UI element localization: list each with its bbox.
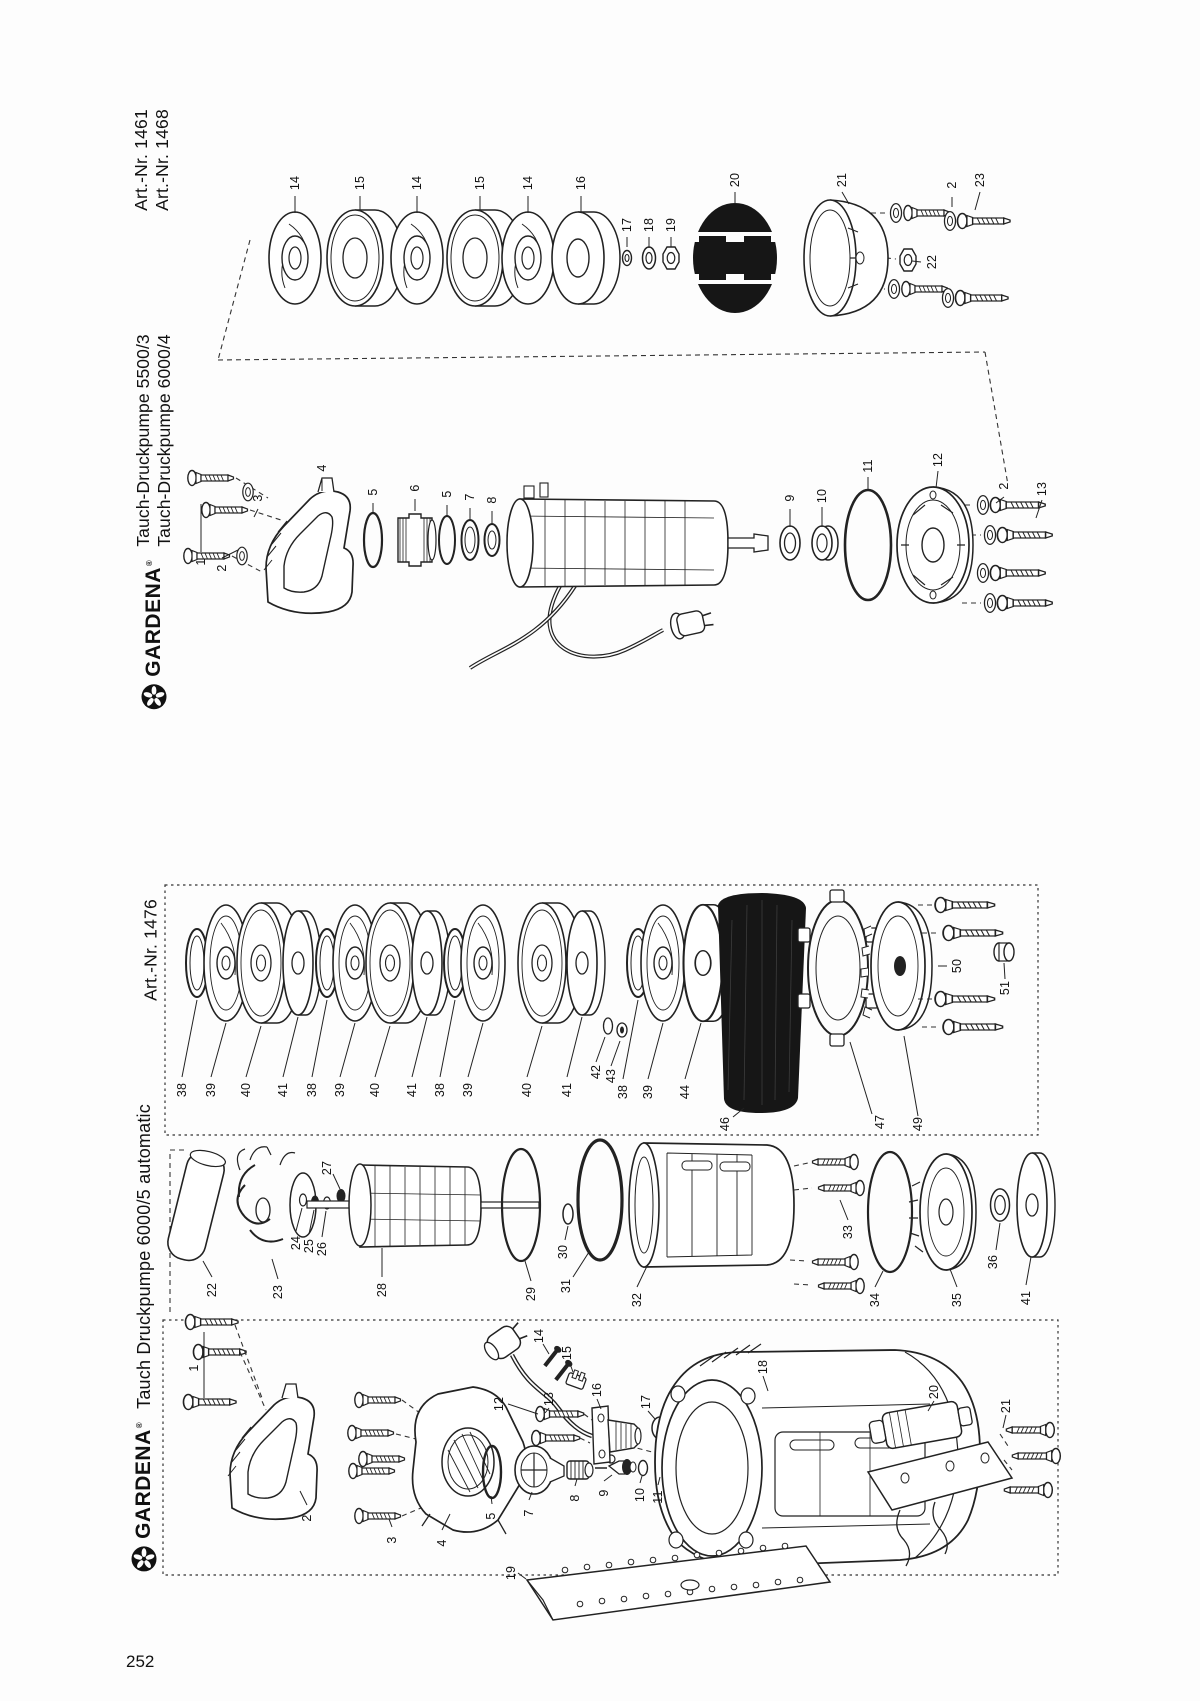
part-label: 34 <box>868 1292 882 1308</box>
part-label: 14 <box>521 175 535 191</box>
power-plug <box>668 606 714 640</box>
part-label: 36 <box>986 1254 1000 1270</box>
part-label: 22 <box>925 254 939 270</box>
part-50-screw <box>935 898 994 913</box>
part-label: 14 <box>410 175 424 191</box>
part-41-diffuser-disc <box>567 911 605 1015</box>
part-label: 44 <box>678 1084 692 1100</box>
screw <box>902 282 948 297</box>
part-label: 15 <box>560 1345 574 1361</box>
part-label: 19 <box>504 1565 518 1581</box>
part-4-handle <box>264 478 353 613</box>
part-label: 10 <box>633 1487 647 1503</box>
part-label: 18 <box>642 217 656 233</box>
part-13-screw <box>990 498 1045 513</box>
part-3-screw <box>348 1426 394 1441</box>
part-14-impeller <box>502 212 554 304</box>
washer <box>888 280 899 299</box>
part-8-washer <box>485 524 500 556</box>
part-label: 51 <box>998 980 1012 996</box>
part-label: 41 <box>560 1082 574 1098</box>
part-3-screw <box>359 1452 405 1467</box>
part-18-washer <box>643 247 656 269</box>
part-label: 8 <box>485 496 499 504</box>
part-13-screw <box>532 1431 580 1446</box>
model-name: Tauch Druckpumpe 6000/5 automatic <box>133 1104 154 1409</box>
part-label: 38 <box>616 1084 630 1100</box>
part-36-seal <box>991 1189 1010 1221</box>
part-15-clamp <box>565 1369 587 1390</box>
part-label: 38 <box>175 1082 189 1098</box>
part-label: 12 <box>931 452 945 468</box>
part-1-screw <box>188 471 234 486</box>
part-label: 24 <box>289 1235 303 1251</box>
bottom-motor-row <box>164 1140 1055 1313</box>
part-19-nut <box>663 247 679 269</box>
part-label: 31 <box>559 1278 573 1294</box>
screw-dashed-leaders <box>235 1325 266 1410</box>
part-14-impeller <box>269 212 321 304</box>
part-label: 5 <box>440 490 454 498</box>
part-label: 15 <box>473 175 487 191</box>
part-43-screw <box>617 1023 627 1037</box>
part-label: 1 <box>194 558 208 566</box>
part-label: 41 <box>1019 1290 1033 1306</box>
registered-mark: ® <box>135 1421 144 1429</box>
part-label: 38 <box>433 1082 447 1098</box>
part-50-screw <box>943 926 1002 941</box>
part-label: 1 <box>187 1364 201 1372</box>
part-label: 42 <box>589 1064 603 1080</box>
part-33-screw <box>819 1279 865 1294</box>
part-51-cap <box>994 943 1014 961</box>
part-13-screw <box>997 528 1052 543</box>
gardena-flower-icon <box>141 684 167 710</box>
part-label: 26 <box>315 1241 329 1257</box>
art-number: Art.-Nr. 1468 <box>152 109 172 211</box>
part-18-motor-housing <box>655 1344 980 1566</box>
part-label: 32 <box>630 1292 644 1308</box>
part-16-disc <box>552 212 620 304</box>
part-label: 4 <box>435 1539 449 1547</box>
part-31-o-ring <box>578 1140 622 1260</box>
part-3-screw <box>349 1464 395 1479</box>
part-2-washer <box>977 564 988 583</box>
part-5-o-ring <box>364 513 382 567</box>
top-art-number-block <box>131 109 173 211</box>
part-label: 25 <box>302 1238 316 1254</box>
part-label: 40 <box>239 1082 253 1098</box>
part-2-washer <box>237 547 247 565</box>
part-label: 3 <box>385 1536 399 1544</box>
part-16-outlet-fitting <box>592 1406 641 1464</box>
top-assembly-row <box>184 471 1052 669</box>
part-label: 16 <box>574 175 588 191</box>
part-label: 12 <box>492 1396 506 1412</box>
part-19-strainer-plate <box>527 1543 830 1620</box>
part-label: 14 <box>288 175 302 191</box>
part-21-screw <box>1006 1423 1054 1438</box>
part-label: 11 <box>861 459 875 473</box>
part-label: 17 <box>620 217 634 233</box>
screw <box>904 206 950 221</box>
part-10-seal <box>812 526 838 560</box>
part-label: 38 <box>305 1082 319 1098</box>
part-label: 14 <box>532 1328 546 1344</box>
part-label: 50 <box>950 958 964 974</box>
part-label: 35 <box>950 1292 964 1308</box>
part-label: 23 <box>271 1284 285 1300</box>
registered-mark: ® <box>145 559 154 567</box>
part-11-o-ring <box>845 490 891 600</box>
part-label: 23 <box>973 172 987 188</box>
page-number: 252 <box>126 1652 155 1671</box>
part-label: 7 <box>522 1509 536 1517</box>
part-13-screw <box>990 566 1045 581</box>
part-34-o-ring <box>868 1152 912 1272</box>
part-1-screw <box>183 1395 236 1410</box>
part-10-washer <box>639 1461 648 1476</box>
part-17-washer <box>623 251 632 266</box>
part-33-screw <box>819 1181 865 1196</box>
part-49-toothed-ring <box>861 902 932 1030</box>
part-label: 40 <box>368 1082 382 1098</box>
part-50-screw <box>943 1020 1002 1035</box>
part-5-o-ring <box>439 516 455 564</box>
part-label: 11 <box>651 1490 665 1504</box>
part-21-screw <box>1004 1483 1052 1498</box>
brand-logo: GARDENA® <box>142 559 165 677</box>
bottom-stage-row <box>186 890 1014 1113</box>
screw <box>955 291 1008 306</box>
part-label: 15 <box>353 175 367 191</box>
part-label: 33 <box>841 1224 855 1240</box>
part-2-washer <box>977 496 988 515</box>
part-24-washer <box>300 1194 307 1206</box>
top-impeller-row <box>269 200 1010 316</box>
part-32-pump-housing <box>629 1143 794 1267</box>
part-50-screw <box>935 992 994 1007</box>
part-33-screw <box>813 1255 859 1270</box>
art-number: Art.-Nr. 1476 <box>140 899 161 1001</box>
part-label: 5 <box>484 1512 498 1520</box>
part-33-screw <box>813 1155 859 1170</box>
part-2-washer <box>984 594 995 613</box>
part-label: 39 <box>333 1082 347 1098</box>
part-label: 28 <box>375 1282 389 1298</box>
part-label: 3 <box>251 494 265 502</box>
gardena-flower-icon <box>131 1546 157 1572</box>
bottom-model-header <box>131 1104 157 1572</box>
part-label: 6 <box>408 484 422 492</box>
part-label: 29 <box>524 1286 538 1302</box>
part-label: 7 <box>463 493 477 501</box>
part-7-washer <box>462 520 479 560</box>
model-names: Tauch-Druckpumpe 5500/3 Tauch-Druckpumpe 6000/4 <box>133 334 174 547</box>
part-9-seal <box>780 526 800 560</box>
part-label: 18 <box>756 1359 770 1375</box>
part-label: 41 <box>405 1082 419 1098</box>
part-label: 4 <box>315 464 329 472</box>
part-label: 30 <box>556 1244 570 1260</box>
part-label: 40 <box>520 1082 534 1098</box>
part-39-impeller <box>461 905 505 1021</box>
part-label: 19 <box>664 217 678 233</box>
part-label: 39 <box>461 1082 475 1098</box>
part-21-end-cap <box>804 200 888 316</box>
washer <box>942 289 953 308</box>
part-motor-unit <box>470 483 768 668</box>
part-label: 10 <box>815 488 829 504</box>
part-label: 27 <box>320 1160 334 1176</box>
part-label: 41 <box>276 1082 290 1098</box>
bottom-art-number-block <box>141 899 162 1001</box>
part-3-screw <box>202 503 248 518</box>
part-6-threaded-fitting <box>398 514 436 566</box>
part-label: 17 <box>639 1394 653 1410</box>
bottom-pump-row <box>183 1315 1060 1621</box>
part-label: 2 <box>997 482 1011 490</box>
part-2-washer <box>944 212 955 231</box>
part-13-screw <box>997 596 1052 611</box>
part-41-diffuser-disc <box>1017 1153 1055 1257</box>
part-1-screw <box>185 1315 238 1330</box>
top-model-header <box>133 334 175 710</box>
part-label: 20 <box>728 172 742 188</box>
part-label: 9 <box>597 1489 611 1497</box>
part-label: 49 <box>911 1116 925 1132</box>
part-label: 2 <box>215 564 229 572</box>
part-label: 8 <box>568 1494 582 1502</box>
part-14-impeller <box>391 212 443 304</box>
part-label: 43 <box>604 1068 618 1084</box>
part-46-filter-sleeve <box>718 893 806 1113</box>
part-22-nut <box>900 249 916 271</box>
part-label: 21 <box>999 1398 1013 1414</box>
part-20-rubber-coupling <box>689 203 781 313</box>
part-label: 22 <box>205 1282 219 1298</box>
part-42-washer <box>604 1018 613 1034</box>
part-35-end-bell <box>909 1154 976 1270</box>
part-2-washer <box>984 526 995 545</box>
part-23-screw <box>957 214 1010 229</box>
part-12-bearing-plate <box>897 487 973 603</box>
part-7-valve <box>515 1446 564 1494</box>
part-label: 16 <box>590 1382 604 1398</box>
part-label: 39 <box>204 1082 218 1098</box>
part-label: 2 <box>945 181 959 189</box>
part-4-pump-head <box>413 1387 526 1534</box>
part-21-screw <box>1012 1449 1060 1464</box>
part-label: 5 <box>366 488 380 496</box>
part-label: 9 <box>783 494 797 502</box>
part-22-capacitor <box>164 1147 228 1264</box>
part-label: 39 <box>641 1084 655 1100</box>
part-30-washer <box>563 1204 573 1224</box>
washer <box>890 204 901 223</box>
part-label: 13 <box>1035 481 1049 497</box>
part-label: 13 <box>542 1391 556 1407</box>
part-label: 47 <box>873 1114 887 1130</box>
part-label: 46 <box>718 1116 732 1132</box>
part-3-screw <box>355 1393 401 1408</box>
part-label: 2 <box>300 1514 314 1522</box>
part-39-impeller <box>641 905 685 1021</box>
part-label: 20 <box>927 1384 941 1400</box>
part-1-screw <box>193 1345 246 1360</box>
part-label: 21 <box>835 172 849 188</box>
brand-logo: GARDENA® <box>132 1421 155 1539</box>
part-3-screw <box>355 1509 401 1524</box>
art-number: Art.-Nr. 1461 <box>131 109 151 211</box>
part-8-connector <box>567 1461 593 1479</box>
